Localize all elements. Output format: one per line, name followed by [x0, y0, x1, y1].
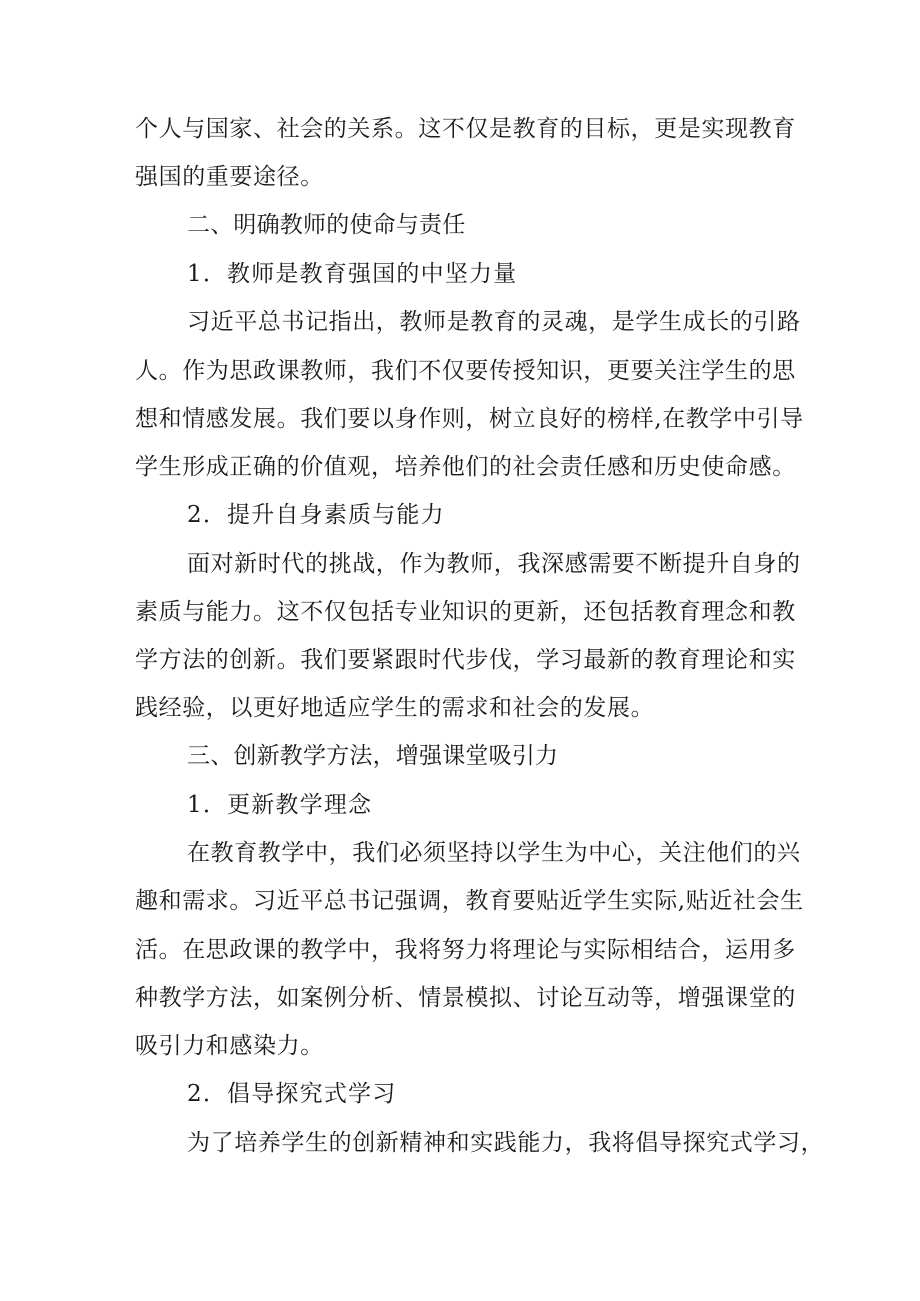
- paragraph-line: 吸引力和感染力。: [135, 1033, 324, 1059]
- section-heading: 三、创新教学方法，增强课堂吸引力: [187, 743, 559, 769]
- paragraph-line: 学生形成正确的价值观，培养他们的社会责任感和历史使命感。: [135, 454, 796, 480]
- paragraph-line: 个人与国家、社会的关系。这不仅是教育的目标，更是实现教育: [135, 116, 796, 142]
- paragraph-line: 素质与能力。这不仅包括专业知识的更新，还包括教育理念和教: [135, 599, 796, 625]
- paragraph-line: 习近平总书记指出，教师是教育的灵魂，是学生成长的引路: [187, 309, 801, 335]
- subsection-heading: 1．教师是教育强国的中坚力量: [187, 261, 518, 287]
- paragraph-line: 践经验，以更好地适应学生的需求和社会的发展。: [135, 695, 655, 721]
- section-heading: 二、明确教师的使命与责任: [187, 212, 466, 238]
- paragraph-line: 面对新时代的挑战，作为教师，我深感需要不断提升自身的: [187, 551, 801, 577]
- paragraph-line: 为了培养学生的创新精神和实践能力，我将倡导探究式学习，: [187, 1130, 825, 1156]
- paragraph-line: 人。作为思政课教师，我们不仅要传授知识，更要关注学生的思: [135, 358, 796, 384]
- paragraph-line: 活。在思政课的教学中，我将努力将理论与实际相结合，运用多: [135, 937, 796, 963]
- paragraph-line: 种教学方法，如案例分析、情景模拟、讨论互动等，增强课堂的: [135, 985, 796, 1011]
- subsection-heading: 2．倡导探究式学习: [187, 1081, 397, 1107]
- paragraph-line: 在教育教学中，我们必须坚持以学生为中心，关注他们的兴: [187, 840, 801, 866]
- paragraph-line: 强国的重要途径。: [135, 164, 324, 190]
- paragraph-line: 想和情感发展。我们要以身作则，树立良好的榜样,在教学中引导: [135, 406, 804, 432]
- subsection-heading: 2．提升自身素质与能力: [187, 502, 445, 528]
- subsection-heading: 1．更新教学理念: [187, 792, 373, 818]
- paragraph-line: 学方法的创新。我们要紧跟时代步伐，学习最新的教育理论和实: [135, 647, 796, 673]
- paragraph-line: 趣和需求。习近平总书记强调，教育要贴近学生实际,贴近社会生: [135, 888, 804, 914]
